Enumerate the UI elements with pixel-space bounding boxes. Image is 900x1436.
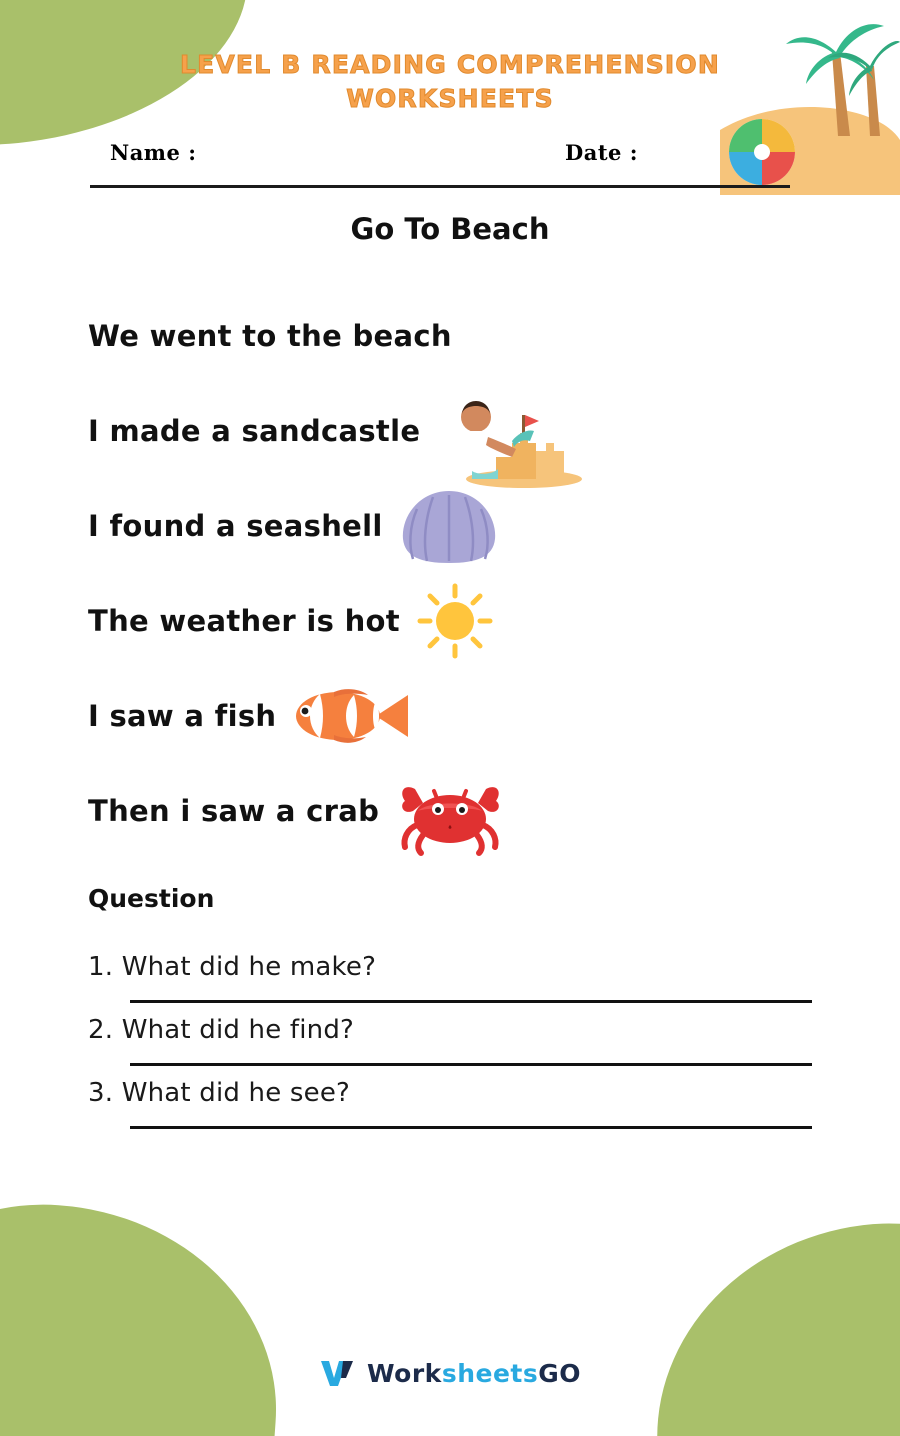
story-line	[88, 668, 728, 763]
name-label: Name :	[110, 140, 197, 165]
clownfish-icon	[290, 683, 410, 749]
story-line	[88, 573, 728, 668]
story-line	[88, 383, 728, 478]
story-line	[88, 478, 728, 573]
question-item	[88, 1009, 818, 1066]
question-section-heading: Question	[88, 884, 215, 913]
footer-logo	[0, 1358, 900, 1388]
question-number: 1.	[88, 952, 114, 982]
logo-part-work: Work	[366, 1358, 442, 1388]
story-line-text: The weather is hot	[88, 603, 400, 638]
logo-wordmark	[367, 1359, 581, 1388]
date-label: Date :	[565, 140, 638, 165]
page-title: LEVEL B READING COMPREHENSION WORKSHEETS	[179, 50, 721, 113]
story-title: Go To Beach	[350, 212, 550, 246]
question-number: 3.	[88, 1078, 114, 1108]
question-text	[88, 1072, 818, 1108]
sun-icon	[414, 580, 496, 662]
decorative-blob-bottom-left	[0, 1191, 290, 1436]
story-line	[88, 288, 728, 383]
question-list	[88, 946, 818, 1135]
logo-part-sheets: sheets	[441, 1358, 539, 1388]
w-logo-icon	[319, 1358, 357, 1388]
question-text	[88, 1009, 818, 1045]
name-date-row	[90, 140, 790, 176]
answer-line[interactable]	[130, 1126, 812, 1129]
decorative-blob-bottom-right	[633, 1201, 900, 1436]
sandcastle-child-icon	[434, 371, 584, 491]
header-divider	[90, 185, 790, 188]
question-label: What did he see?	[121, 1078, 351, 1108]
story-line-text: I saw a fish	[88, 698, 277, 733]
story-line-text: I found a seashell	[88, 508, 383, 543]
story-line-text: We went to the beach	[88, 318, 452, 353]
story-line-text: I made a sandcastle	[88, 413, 421, 448]
question-item	[88, 946, 818, 1003]
question-number: 2.	[88, 1015, 114, 1045]
answer-line[interactable]	[130, 1000, 812, 1003]
crab-icon	[393, 763, 508, 858]
question-text	[88, 946, 818, 982]
logo-part-go: GO	[538, 1358, 582, 1388]
question-label: What did he make?	[121, 952, 377, 982]
question-item	[88, 1072, 818, 1129]
story-line	[88, 763, 728, 858]
story-lines	[88, 288, 728, 858]
story-line-text: Then i saw a crab	[88, 793, 380, 828]
question-label: What did he find?	[121, 1015, 355, 1045]
answer-line[interactable]	[130, 1063, 812, 1066]
seashell-icon	[397, 487, 502, 565]
